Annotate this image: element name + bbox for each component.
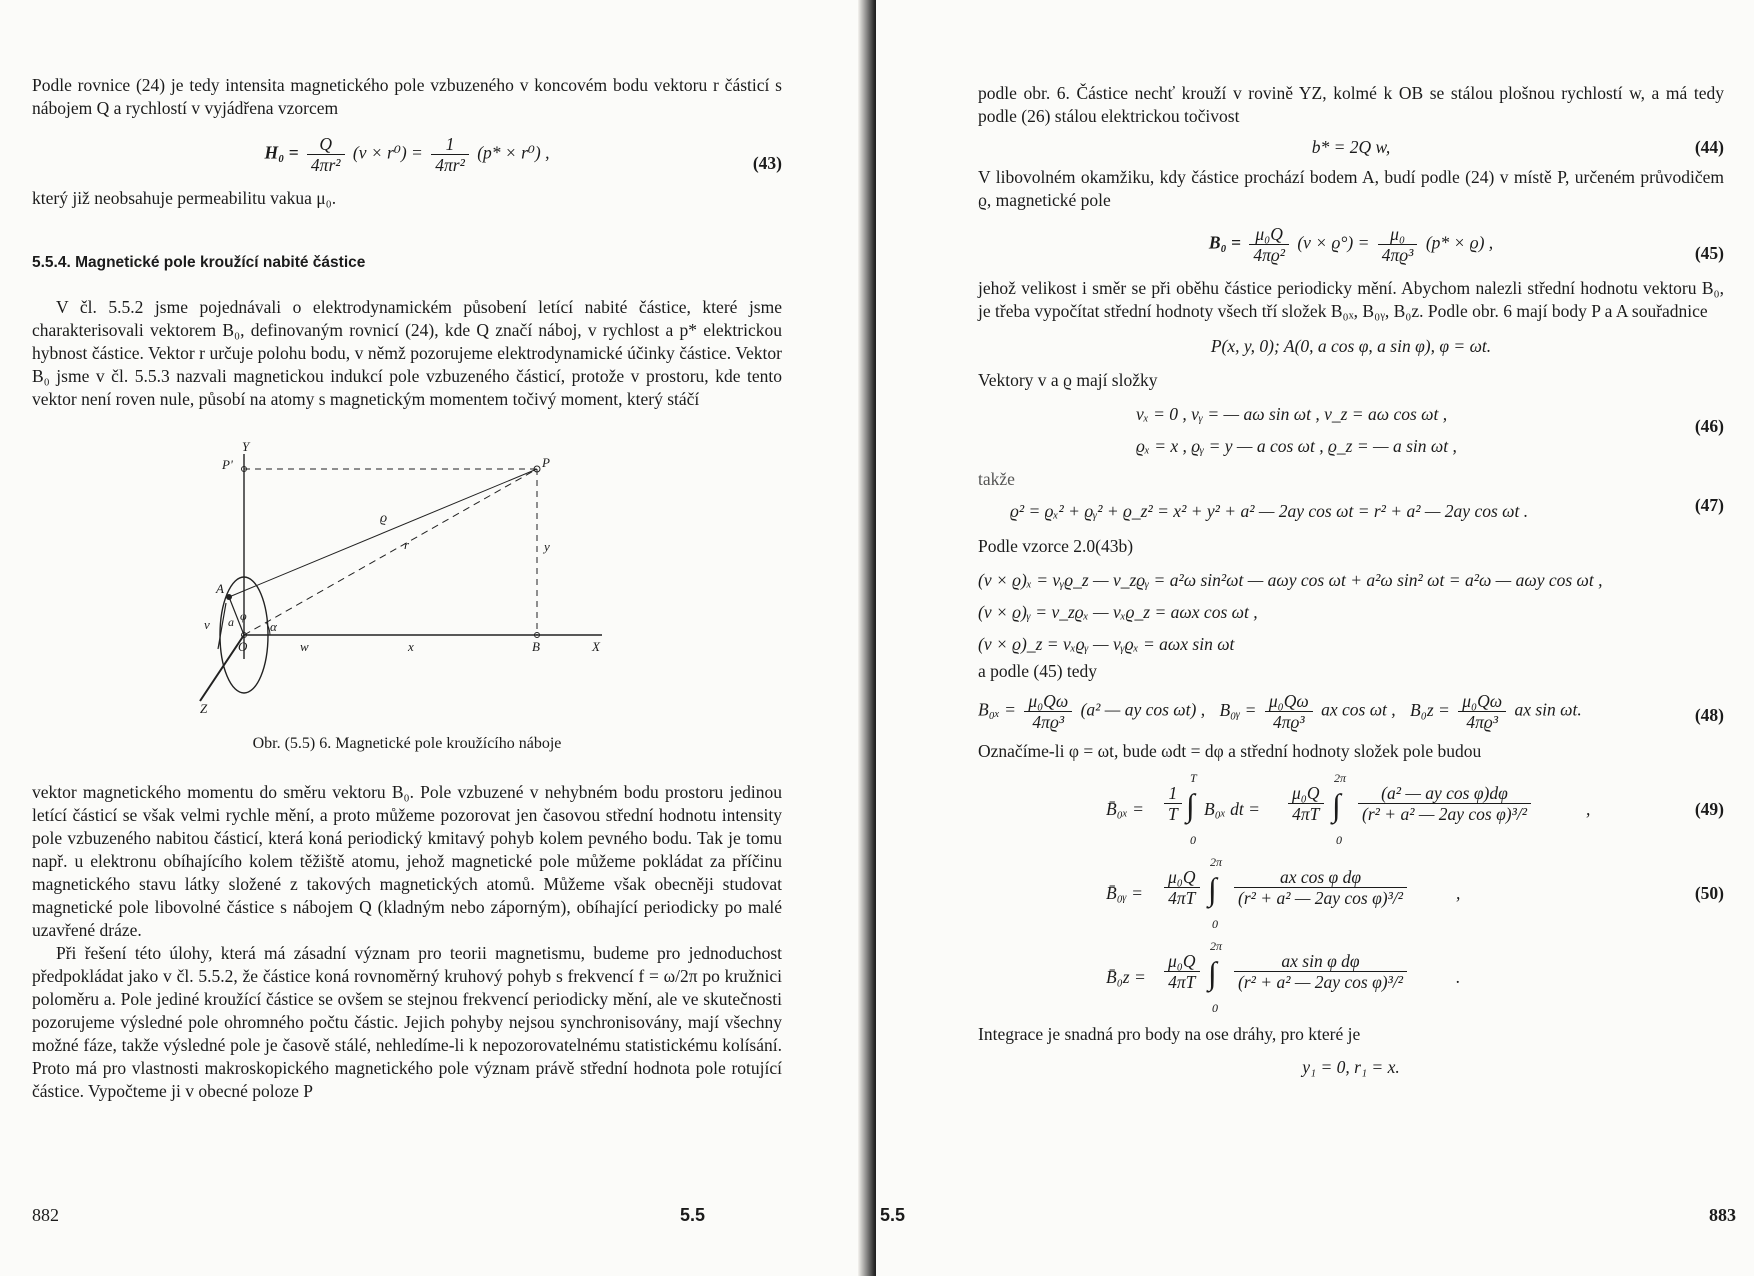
- equation-47: [978, 495, 1724, 527]
- intro-paragraph: Podle rovnice (24) je tedy intensita magnetického pole vzbuzeného v koncovém bodu vektoru r částicí s nábojem Q a rychlostí v vyjádřena vzorcem: [32, 75, 782, 118]
- eq51-lhs: B̄₀z =: [1106, 967, 1146, 987]
- equation-44: [978, 134, 1724, 160]
- eq46-number: (46): [1694, 416, 1724, 436]
- eq43-frac1: [307, 134, 345, 175]
- eq43-lhs: H₀ =: [264, 142, 299, 163]
- eq47-number: (47): [1694, 495, 1724, 515]
- label-A: A: [216, 581, 224, 596]
- label-P: P: [542, 455, 550, 470]
- eq48-b1d: 4πϱ³: [1032, 712, 1065, 732]
- paragraph-3: Při řešení této úlohy, která má zásadní význam pro teorii magnetismu, budeme pro jednoduchost předpokládat jako v čl. 5.5.2, že částice koná rovnoměrný kruhový pohyb s frekvencí f = ω/2π po kružnici poloměru a. Pole jediné kroužící částice se ovšem se stejnou frekvencí periodicky mění, ale ve skutečnosti pozorujeme výsledné pole ohromného počtu částic. Jejich pohyby nejsou synchronisovány, mají všechny možné fáze, takže výsledné pole je časově stálé, nehledíme-li k nepozorovatelnému statistickému kolísání. Proto má pro vlastnosti makroskopického magnetického pole význam právě střední hodnota pole rotující částice. Vypočteme ji v obecné poloze P: [32, 943, 782, 1101]
- eq49-f3: [1358, 783, 1531, 824]
- label-Y: Y: [242, 439, 250, 454]
- label-X: X: [592, 639, 600, 654]
- eq48-b3: B₀z =: [1410, 699, 1450, 720]
- paragraph-1: V čl. 5.5.2 jsme pojednávali o elektrodynamickém působení letící nabité částice, které jsme charakterisovali vektorem B₀, definovaným rovnicí (24), kde Q značí náboj, v rychlost a p* elektrickou hybnost částice. Vektor r určuje polohu bodu, v němž pozorujeme elektrodynamické účinky částice. Vektor B₀ jsme v čl. 5.5.3 nazvali magnetickou indukcí pole vzbuzeného částicí, protože v prostoru, kde tento vektor není roven nule, působí na atomy s magnetickým momentem točivý moment, který stáčí: [32, 297, 782, 409]
- eq45-mid: (v × ϱ°) =: [1297, 232, 1370, 253]
- eq43-frac2: [431, 134, 469, 175]
- label-B: B: [532, 639, 540, 654]
- cross-x: (v × ϱ)ₓ = vᵧϱ_z — v_zϱᵧ = a²ω sin²ωt — aωy cos ωt + a²ω sin² ωt = a²ω — aωy cos ωt ,: [978, 570, 1603, 590]
- label-rho: ϱ: [380, 511, 388, 526]
- vectors-text: Vektory v a ϱ mají složky: [978, 370, 1158, 390]
- section-number-left: 5.5: [680, 1205, 706, 1225]
- final-equation: y₁ = 0, r₁ = x.: [1302, 1057, 1400, 1077]
- eq50-f2n: ax cos φ dφ: [1234, 867, 1407, 888]
- eq45-f1d: 4πϱ²: [1253, 245, 1285, 265]
- label-phi: φ: [240, 609, 247, 623]
- eq50-tail: ,: [1456, 883, 1461, 903]
- eq49-f2: [1288, 783, 1324, 824]
- eq46-line1: vₓ = 0 , vᵧ = — aω sin ωt , v_z = aω cos ωt ,: [1136, 404, 1448, 424]
- eq50-f1n: μ₀Q: [1164, 867, 1200, 888]
- label-alpha: α: [270, 619, 277, 634]
- eq45-f1n: μ₀Q: [1249, 224, 1289, 245]
- eq43-frac2-num: 1: [431, 134, 469, 155]
- eq49-tail: ,: [1586, 799, 1591, 819]
- eq50-number: (50): [1694, 883, 1724, 903]
- eq45-lhs: B₀ =: [1208, 232, 1241, 253]
- cross-y: (v × ϱ)ᵧ = v_zϱₓ — vₓϱ_z = aωx cos ωt ,: [978, 602, 1258, 622]
- eq48-b2r: ax cos ωt ,: [1321, 699, 1396, 720]
- eq45-f2n: μ₀: [1378, 224, 1418, 245]
- paragraph-2: vektor magnetického momentu do směru vektoru B₀. Pole vzbuzené v nehybném bodu prostoru jedinou letící částicí se však velmi rychle mění, a proto můžeme pozorovat jen časovou střední hodnotu intensity pole vzbuzeného nabitou částicí, která koná periodický kmitavý pohyb kolem pevného bodu. Tak je tomu např. u elektronu obíhajícího kolem těžiště atomu, jehož magnetické pole můžeme pokládat za příčinu magnetického stavu látky složené z takových magnetických atomů. Můžeme však obecněji studovat magnetické pole libovolné částice s nábojem Q (kladným nebo záporným), obíhající periodicky po malé uzavřené dráze.: [32, 782, 782, 940]
- figure-caption: Obr. (5.5) 6. Magnetické pole kroužícího náboje: [252, 735, 562, 752]
- page-number-left: 882: [32, 1205, 59, 1225]
- eq48-number: (48): [1694, 705, 1724, 725]
- eq43-frac1-num: Q: [307, 134, 345, 155]
- eq48-b1r: (a² — ay cos ωt) ,: [1080, 699, 1206, 720]
- eq44-text: b* = 2Q w,: [1311, 137, 1391, 157]
- eq50-int-sign: ∫: [1208, 871, 1217, 907]
- eq49-int2-bot: 0: [1336, 833, 1342, 847]
- eq43-frac1-den: 4πr²: [310, 155, 341, 175]
- eq51-f2d: (r² + a² — 2ay cos φ)³/²: [1238, 972, 1403, 992]
- eq45-frac1: [1249, 224, 1289, 265]
- text-after-45: jehož velikost i směr se při oběhu částice periodicky mění. Abychom nalezli střední hodnotu vektoru B₀, je třeba vypočítat střední hodnoty všech tří složek B₀ₓ, B₀ᵧ, B₀z. Podle obr. 6 mají body P a A souřadnice: [978, 278, 1724, 321]
- eq45-rhs: (p* × ϱ) ,: [1425, 232, 1494, 253]
- figure-diagram: [182, 439, 722, 729]
- after-43-text: který již neobsahuje permeabilitu vakua μ₀.: [32, 188, 337, 208]
- eq48-frac2: [1265, 691, 1313, 732]
- equation-49: [1106, 771, 1724, 847]
- eq48-b2d: 4πϱ³: [1272, 712, 1305, 732]
- eq49-number: (49): [1694, 799, 1724, 819]
- eq49-int1-body: B₀ₓ dt =: [1204, 799, 1260, 819]
- label-r: r: [404, 537, 410, 552]
- eq50-lhs: B̄₀ᵧ =: [1106, 883, 1143, 903]
- eq49-f1n: 1: [1164, 783, 1182, 804]
- eq51-f1d: 4πT: [1168, 972, 1196, 992]
- left-page: [0, 0, 876, 1276]
- equation-50: [1106, 855, 1724, 931]
- right-page: [876, 0, 1754, 1276]
- eq50-int-top: 2π: [1210, 855, 1223, 869]
- eq49-f1d: T: [1168, 804, 1178, 824]
- section-number-right: 5.5: [880, 1205, 906, 1225]
- eq43-mid: (v × r⁰) =: [352, 142, 423, 163]
- label-O: O: [238, 639, 248, 654]
- eq49-int2-top: 2π: [1334, 771, 1347, 785]
- text-before-45: V libovolném okamžiku, kdy částice prochází bodem A, budí podle (24) v místě P, určeném průvodičem ϱ, magnetické pole: [978, 167, 1724, 210]
- eq43-number: (43): [752, 153, 782, 173]
- eq50-f2d: (r² + a² — 2ay cos φ)³/²: [1238, 888, 1403, 908]
- equation-48: [978, 691, 1724, 732]
- figure-6: [182, 439, 722, 729]
- equation-46: [978, 398, 1724, 462]
- eq51-f1n: μ₀Q: [1164, 951, 1200, 972]
- eq49-f3n: (a² — ay cos φ)dφ: [1358, 783, 1531, 804]
- section-heading: 5.5.4. Magnetické pole kroužící nabité částice: [32, 254, 366, 271]
- eq43-rhs: (p* × r⁰) ,: [477, 142, 550, 163]
- eq48-frac1: [1024, 691, 1072, 732]
- eq51-int-sign: ∫: [1208, 955, 1217, 991]
- eq51-f2n: ax sin φ dφ: [1234, 951, 1407, 972]
- coords-line: P(x, y, 0); A(0, a cos φ, a sin φ), φ = ωt.: [1210, 336, 1492, 356]
- equation-43: [32, 134, 782, 175]
- eq51-tail: .: [1456, 967, 1461, 987]
- eq44-number: (44): [1694, 137, 1724, 157]
- label-Pprime: P': [222, 457, 233, 472]
- eq50-f2: [1234, 867, 1407, 908]
- eq46-line2: ϱₓ = x , ϱᵧ = y — a cos ωt , ϱ_z = — a sin ωt ,: [1136, 436, 1457, 456]
- eq49-f1: [1164, 783, 1182, 824]
- label-y: y: [544, 539, 550, 554]
- eq49-int1-top: T: [1190, 771, 1197, 785]
- eq48-b2n: μ₀Qω: [1265, 691, 1313, 712]
- eq51-f2: [1234, 951, 1407, 992]
- page-number-right: 883: [1709, 1205, 1736, 1225]
- eq48-frac3: [1458, 691, 1506, 732]
- eq51-int-bot: 0: [1212, 1001, 1218, 1015]
- eq50-f1: [1164, 867, 1200, 908]
- eq50-int-bot: 0: [1212, 917, 1218, 931]
- eq49-int2-sign: ∫: [1332, 787, 1341, 823]
- eq48-b1n: μ₀Qω: [1024, 691, 1072, 712]
- integrace-text: Integrace je snadná pro body na ose dráhy, pro které je: [978, 1024, 1361, 1044]
- eq49-lhs: B̄₀ₓ =: [1106, 799, 1144, 819]
- oznacime-text: Označíme-li φ = ωt, bude ωdt = dφ a střední hodnoty složek pole budou: [978, 741, 1482, 761]
- eq49-int1-sign: ∫: [1186, 787, 1195, 823]
- eq48-b3n: μ₀Qω: [1458, 691, 1506, 712]
- eq51-f1: [1164, 951, 1200, 992]
- label-v: v: [204, 617, 210, 632]
- eq49-f3d: (r² + a² — 2ay cos φ)³/²: [1362, 804, 1527, 824]
- eq51-int-top: 2π: [1210, 939, 1223, 953]
- eq48-b3r: ax sin ωt.: [1514, 699, 1582, 720]
- eq49-f2n: μ₀Q: [1288, 783, 1324, 804]
- takze-text: takže: [978, 469, 1015, 489]
- eq45-frac2: [1378, 224, 1418, 265]
- eq49-int1-bot: 0: [1190, 833, 1196, 847]
- right-intro: podle obr. 6. Částice nechť krouží v rovině YZ, kolmé k OB se stálou plošnou rychlostí w, a má tedy podle (26) stálou elektrickou točivost: [978, 83, 1724, 126]
- eq48-b2: B₀ᵧ =: [1219, 699, 1257, 720]
- eq45-number: (45): [1694, 243, 1724, 263]
- eq48-b3d: 4πϱ³: [1466, 712, 1498, 732]
- label-w: w: [300, 639, 309, 654]
- eq48-b1: B₀ₓ =: [978, 699, 1016, 720]
- cross-z: (v × ϱ)_z = vₓϱᵧ — vᵧϱₓ = aωx sin ωt: [978, 634, 1235, 654]
- equation-51: [1106, 939, 1724, 1015]
- eq45-f2d: 4πϱ³: [1381, 245, 1414, 265]
- label-Z: Z: [200, 701, 208, 716]
- eq49-f2d: 4πT: [1292, 804, 1320, 824]
- label-a: a: [228, 615, 234, 629]
- eq43-frac2-den: 4πr²: [435, 155, 465, 175]
- label-x: x: [408, 639, 414, 654]
- eq47-text: ϱ² = ϱₓ² + ϱᵧ² + ϱ_z² = x² + y² + a² — 2ay cos ωt = r² + a² — 2ay cos ωt .: [1010, 501, 1529, 521]
- eq50-f1d: 4πT: [1168, 888, 1196, 908]
- a-podle-text: a podle (45) tedy: [978, 661, 1098, 681]
- podle-vzorce: Podle vzorce 2.0(43b): [978, 536, 1134, 556]
- equation-45: [978, 224, 1724, 265]
